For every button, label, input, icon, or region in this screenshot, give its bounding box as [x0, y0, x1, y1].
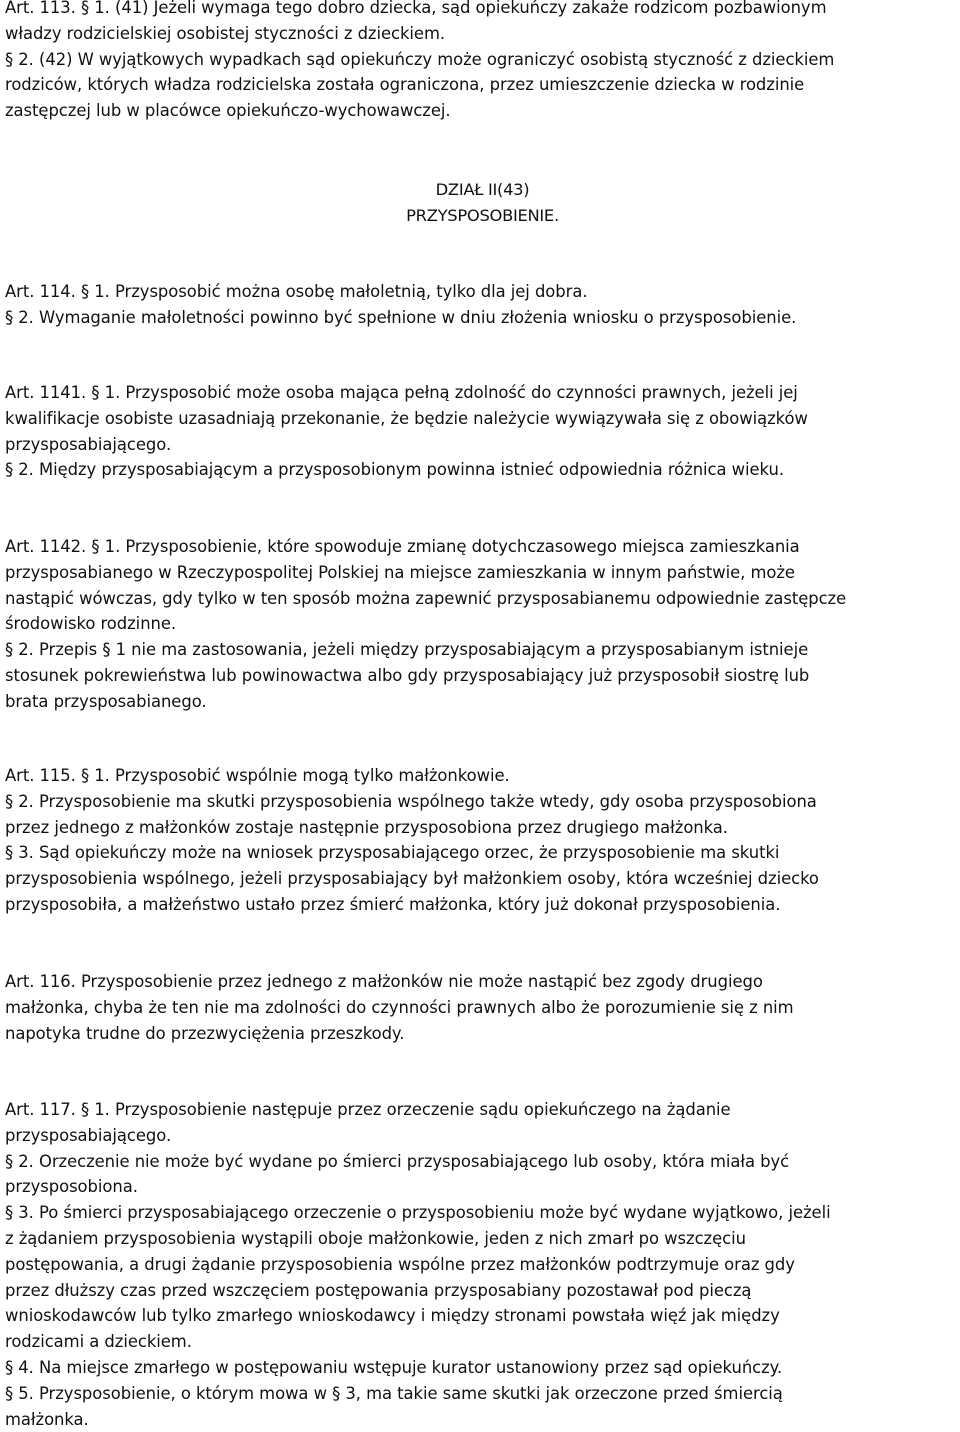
text-line: przysposobiła, a małżeństwo ustało przez śmierć małżonka, który już dokonał przysposobienia.	[5, 894, 781, 914]
text-line: § 2. Wymaganie małoletności powinno być spełnione w dniu złożenia wniosku o przysposobienie.	[5, 307, 797, 327]
text-line: przez jednego z małżonków zostaje następnie przysposobiona przez drugiego małżonka.	[5, 817, 728, 837]
text-line: § 2. (42) W wyjątkowych wypadkach sąd opiekuńczy może ograniczyć osobistą styczność z dzieckiem	[5, 49, 835, 69]
text-line: małżonka.	[5, 1409, 89, 1429]
text-line: Art. 1141. § 1. Przysposobić może osoba mająca pełną zdolność do czynności prawnych, jeżeli jej	[5, 383, 798, 402]
article-1142	[5, 534, 846, 715]
article-117	[5, 1097, 831, 1432]
article-113	[5, 0, 834, 124]
text-line: małżonka, chyba że ten nie ma zdolności do czynności prawnych albo że porozumienie się z nim	[5, 997, 794, 1017]
section-subtitle: PRZYSPOSOBIENIE.	[406, 205, 559, 225]
text-line: władzy rodzicielskiej osobistej styczności z dzieckiem.	[5, 23, 446, 43]
text-line: przysposabiającego.	[5, 434, 172, 454]
text-line: przysposobienia wspólnego, jeżeli przysposabiający był małżonkiem osoby, która wcześniej dziecko	[5, 869, 819, 889]
text-line: § 3. Sąd opiekuńczy może na wniosek przysposabiającego orzec, że przysposobienie ma skutki	[5, 843, 780, 863]
text-line: wnioskodawców lub tylko zmarłego wnioskodawcy i między stronami powstała więź jak między	[5, 1306, 780, 1326]
text-line: § 2. Między przysposabiającym a przysposobionym powinna istnieć odpowiednia różnica wieku.	[5, 460, 784, 480]
text-line: przysposabiającego.	[5, 1125, 172, 1145]
text-line: brata przysposabianego.	[5, 691, 207, 711]
text-line: Art. 113. § 1. (41) Jeżeli wymaga tego dobro dziecka, sąd opiekuńczy zakaże rodzicom pozbawionym	[5, 0, 827, 17]
text-line: postępowania, a drugi żądanie przysposobienia wspólne przez małżonków podtrzymuje oraz gdy	[5, 1254, 795, 1274]
text-line: zastępczej lub w placówce opiekuńczo-wychowawczej.	[5, 101, 451, 121]
text-line: Art. 117. § 1. Przysposobienie następuje przez orzeczenie sądu opiekuńczego na żądanie	[5, 1100, 731, 1119]
text-line: § 2. Przepis § 1 nie ma zastosowania, jeżeli między przysposabiającym a przysposabianym istnieje	[5, 640, 809, 660]
text-line: nastąpić wówczas, gdy tylko w ten sposób można zapewnić przysposabianemu odpowiednie zastępcze	[5, 588, 847, 608]
article-114	[5, 279, 796, 331]
text-line: napotyka trudne do przezwyciężenia przeszkody.	[5, 1023, 405, 1043]
text-line: § 2. Przysposobienie ma skutki przysposobienia wspólnego także wtedy, gdy osoba przysposobiona	[5, 791, 817, 811]
text-line: Art. 115. § 1. Przysposobić wspólnie mogą tylko małżonkowie.	[5, 766, 510, 785]
text-line: § 5. Przysposobienie, o którym mowa w § 3, ma takie same skutki jak orzeczone przed śmiercią	[5, 1383, 783, 1403]
text-line: kwalifikacje osobiste uzasadniają przekonanie, że będzie należycie wywiązywała się z obowiązków	[5, 408, 808, 428]
article-116	[5, 969, 794, 1046]
text-line: rodziców, których władza rodzicielska została ograniczona, przez umieszczenie dziecka w rodzinie	[5, 75, 805, 95]
section-title: DZIAŁ II(43)	[435, 180, 530, 199]
section-heading	[5, 177, 960, 229]
text-line: Art. 114. § 1. Przysposobić można osobę małoletnią, tylko dla jej dobra.	[5, 282, 588, 301]
text-line: Art. 1142. § 1. Przysposobienie, które spowoduje zmianę dotychczasowego miejsca zamieszkania	[5, 537, 800, 556]
text-line: Art. 116. Przysposobienie przez jednego z małżonków nie może nastąpić bez zgody drugiego	[5, 972, 763, 991]
text-line: stosunek pokrewieństwa lub powinowactwa albo gdy przysposabiający już przysposobił siostrę lub	[5, 665, 810, 685]
text-line: § 2. Orzeczenie nie może być wydane po śmierci przysposabiającego lub osoby, która miała być	[5, 1151, 790, 1171]
article-1141	[5, 380, 808, 483]
article-115	[5, 763, 819, 918]
text-line: przysposobiona.	[5, 1177, 138, 1197]
text-line: § 3. Po śmierci przysposabiającego orzeczenie o przysposobieniu może być wydane wyjątkowo, jeżeli	[5, 1203, 831, 1223]
text-line: § 4. Na miejsce zmarłego w postępowaniu wstępuje kurator ustanowiony przez sąd opiekuńczy.	[5, 1357, 783, 1377]
text-line: rodzicami a dzieckiem.	[5, 1332, 192, 1352]
text-line: przez dłuższy czas przed wszczęciem postępowania przysposabiany pozostawał pod pieczą	[5, 1280, 752, 1300]
text-line: przysposabianego w Rzeczypospolitej Polskiej na miejsce zamieszkania w innym państwie, może	[5, 562, 795, 582]
text-line: z żądaniem przysposobienia wystąpili oboje małżonkowie, jeden z nich zmarł po wszczęciu	[5, 1228, 746, 1248]
text-line: środowisko rodzinne.	[5, 614, 177, 634]
